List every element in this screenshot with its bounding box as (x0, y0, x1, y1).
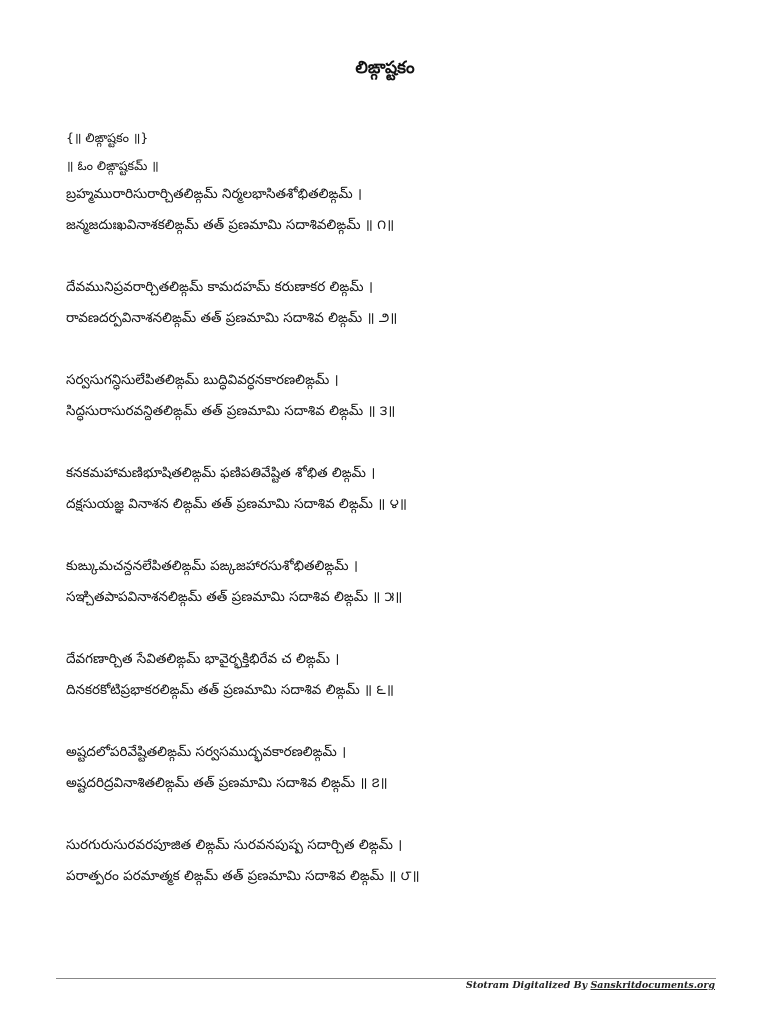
sanskritdocuments-link[interactable]: Sanskritdocuments.org (590, 980, 715, 991)
verse-line: కనకమహామణిభూషితలిఙ్గమ్ ఫణిపతివేష్టిత శోభిత లిఙ్గమ్ । (66, 465, 376, 481)
verse-line: రావణదర్పవినాశనలిఙ్గమ్ తత్ ప్రణమామి సదాశివ లిఙ్గమ్ ॥ ౨॥ (66, 310, 398, 326)
verse-line: పరాత్పరం పరమాత్మక లిఙ్గమ్ తత్ ప్రణమామి సదాశివ లిఙ్గమ్ ॥ ౮॥ (66, 868, 420, 884)
verse-block (66, 649, 716, 711)
verse-line: బ్రహ్మమురారిసురార్చితలిఙ్గమ్ నిర్మలభాసితశోభితలిఙ్గమ్ । (66, 186, 363, 202)
verse-line: దేవమునిప్రవరార్చితలిఙ్గమ్ కామదహమ్ కరుణాకర లిఙ్గమ్ । (66, 279, 373, 295)
verse-block (66, 277, 716, 339)
verse-line: అష్టదరిద్రవినాశితలిఙ్గమ్ తత్ ప్రణమామి సదాశివ లిఙ్గమ్ ॥ ౭॥ (66, 775, 388, 791)
verse-line: జన్మజదుఃఖవినాశకలిఙ్గమ్ తత్ ప్రణమామి సదాశివలిఙ్గమ్ ॥ ౧॥ (66, 217, 395, 233)
header-line: {॥ లిఙ్గాష్టకం ॥} (66, 130, 149, 145)
verse-line: సఞ్చితపాపవినాశనలిఙ్గమ్ తత్ ప్రణమామి సదాశివ లిఙ్గమ్ ॥ ౫॥ (66, 589, 403, 605)
stotram-text (66, 128, 716, 897)
verse-block (66, 556, 716, 618)
verse-line: అష్టదలోపరివేష్టితలిఙ్గమ్ సర్వసముద్భవకారణలిఙ్గమ్ । (66, 744, 347, 760)
verse-block (66, 835, 716, 897)
page-title: లిఙ్గాష్టకం (355, 58, 415, 78)
verse-line: దక్షసుయజ్ఞ వినాశన లిఙ్గమ్ తత్ ప్రణమామి సదాశివ లిఙ్గమ్ ॥ ౪॥ (66, 496, 407, 512)
footer-divider (56, 978, 716, 979)
verse-block (66, 463, 716, 525)
verse-line: సిద్ధసురాసురవన్దితలిఙ్గమ్ తత్ ప్రణమామి సదాశివ లిఙ్గమ్ ॥ ౩॥ (66, 403, 396, 419)
verse-line: సురగురుసురవరపూజిత లిఙ్గమ్ సురవనపుష్ప సదార్చిత లిఙ్గమ్ । (66, 837, 403, 853)
verse-line: దినకరకోటిప్రభాకరలిఙ్గమ్ తత్ ప్రణమామి సదాశివ లిఙ్గమ్ ॥ ౬॥ (66, 682, 394, 698)
footer-credit (466, 980, 715, 991)
verse-block (66, 370, 716, 432)
verse-block (66, 742, 716, 804)
verse-line: దేవగణార్చిత సేవితలిఙ్గమ్ భావైర్భక్తిభిరేవ చ లిఙ్గమ్ । (66, 651, 340, 667)
verse-line: కుఙ్కుమచన్దనలేపితలిఙ్గమ్ పఙ్కజహారసుశోభితలిఙ్గమ్ । (66, 558, 358, 574)
footer-prefix: Stotram Digitalized By (465, 980, 591, 991)
header-line: ॥ ఓం లిఙ్గాష్టకమ్ ॥ (66, 158, 159, 173)
verse-line: సర్వసుగన్ధిసులేపితలిఙ్గమ్ బుద్ధివివర్ధనకారణలిఙ్గమ్ । (66, 372, 339, 388)
